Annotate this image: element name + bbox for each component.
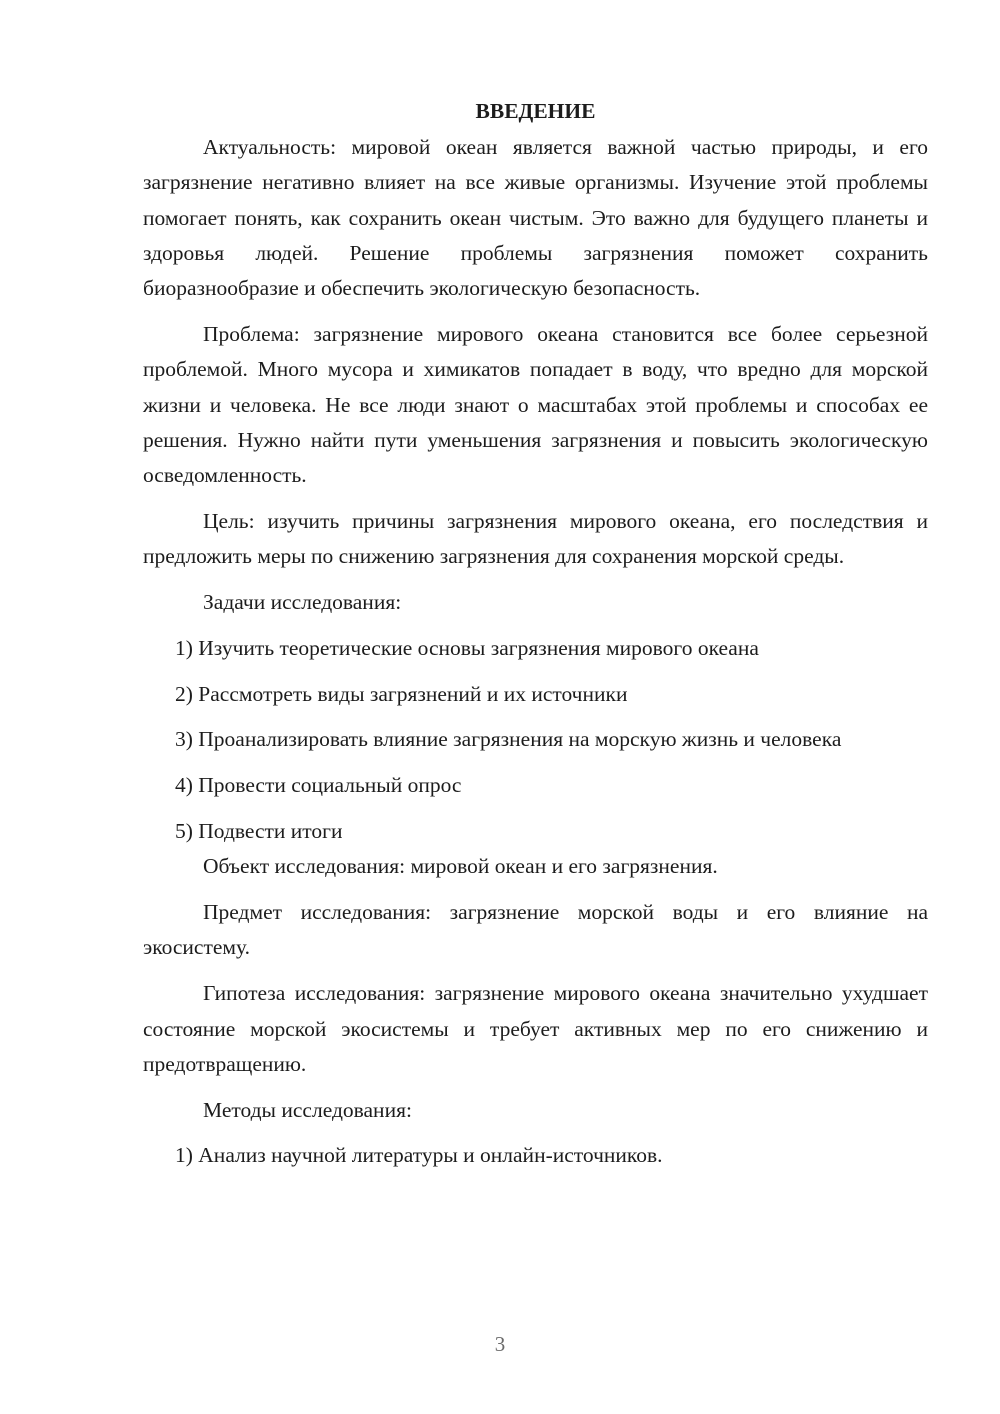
methods-heading: Методы исследования: (203, 1097, 412, 1122)
page-title: ВВЕДЕНИЕ (475, 99, 596, 123)
task-item-1: 1) Изучить теоретические основы загрязнения мирового океана (175, 635, 759, 660)
paragraph-hypothesis: Гипотеза исследования: загрязнение мирового океана значительно ухудшает состояние морской экосистемы и требует активных мер по его снижению и предотвращению. (143, 981, 928, 1076)
method-item-1: 1) Анализ научной литературы и онлайн-источников. (175, 1143, 663, 1168)
task-item-5: 5) Подвести итоги (175, 819, 343, 844)
task-item-2: 2) Рассмотреть виды загрязнений и их источники (175, 681, 628, 706)
tasks-heading: Задачи исследования: (203, 590, 402, 615)
paragraph-relevance: Актуальность: мировой океан является важной частью природы, и его загрязнение негативно влияет на все живые организмы. Изучение этой проблемы помогает понять, как сохранить океан чистым. Это важно для будущего планеты и здоровья людей. Решение проблемы загрязнения поможет сохранить биоразнообразие и обеспечить экологическую безопасность. (143, 135, 928, 301)
page-number: 3 (494, 1332, 506, 1356)
paragraph-object: Объект исследования: мировой океан и его загрязнения. (203, 854, 718, 879)
task-item-3: 3) Проанализировать влияние загрязнения на морскую жизнь и человека (175, 727, 842, 752)
task-item-4: 4) Провести социальный опрос (175, 773, 462, 798)
paragraph-goal: Цель: изучить причины загрязнения мирового океана, его последствия и предложить меры по снижению загрязнения для сохранения морской среды. (143, 508, 928, 569)
paragraph-subject: Предмет исследования: загрязнение морской воды и его влияние на экосистему. (143, 900, 928, 960)
paragraph-problem: Проблема: загрязнение мирового океана становится все более серьезной проблемой. Много мусора и химикатов попадает в воду, что вредно для морской жизни и человека. Не все люди знают о масштабах этой проблемы и способах ее решения. Нужно найти пути уменьшения загрязнения и повысить экологическую осведомленность. (143, 321, 928, 488)
page-content (143, 92, 928, 1174)
